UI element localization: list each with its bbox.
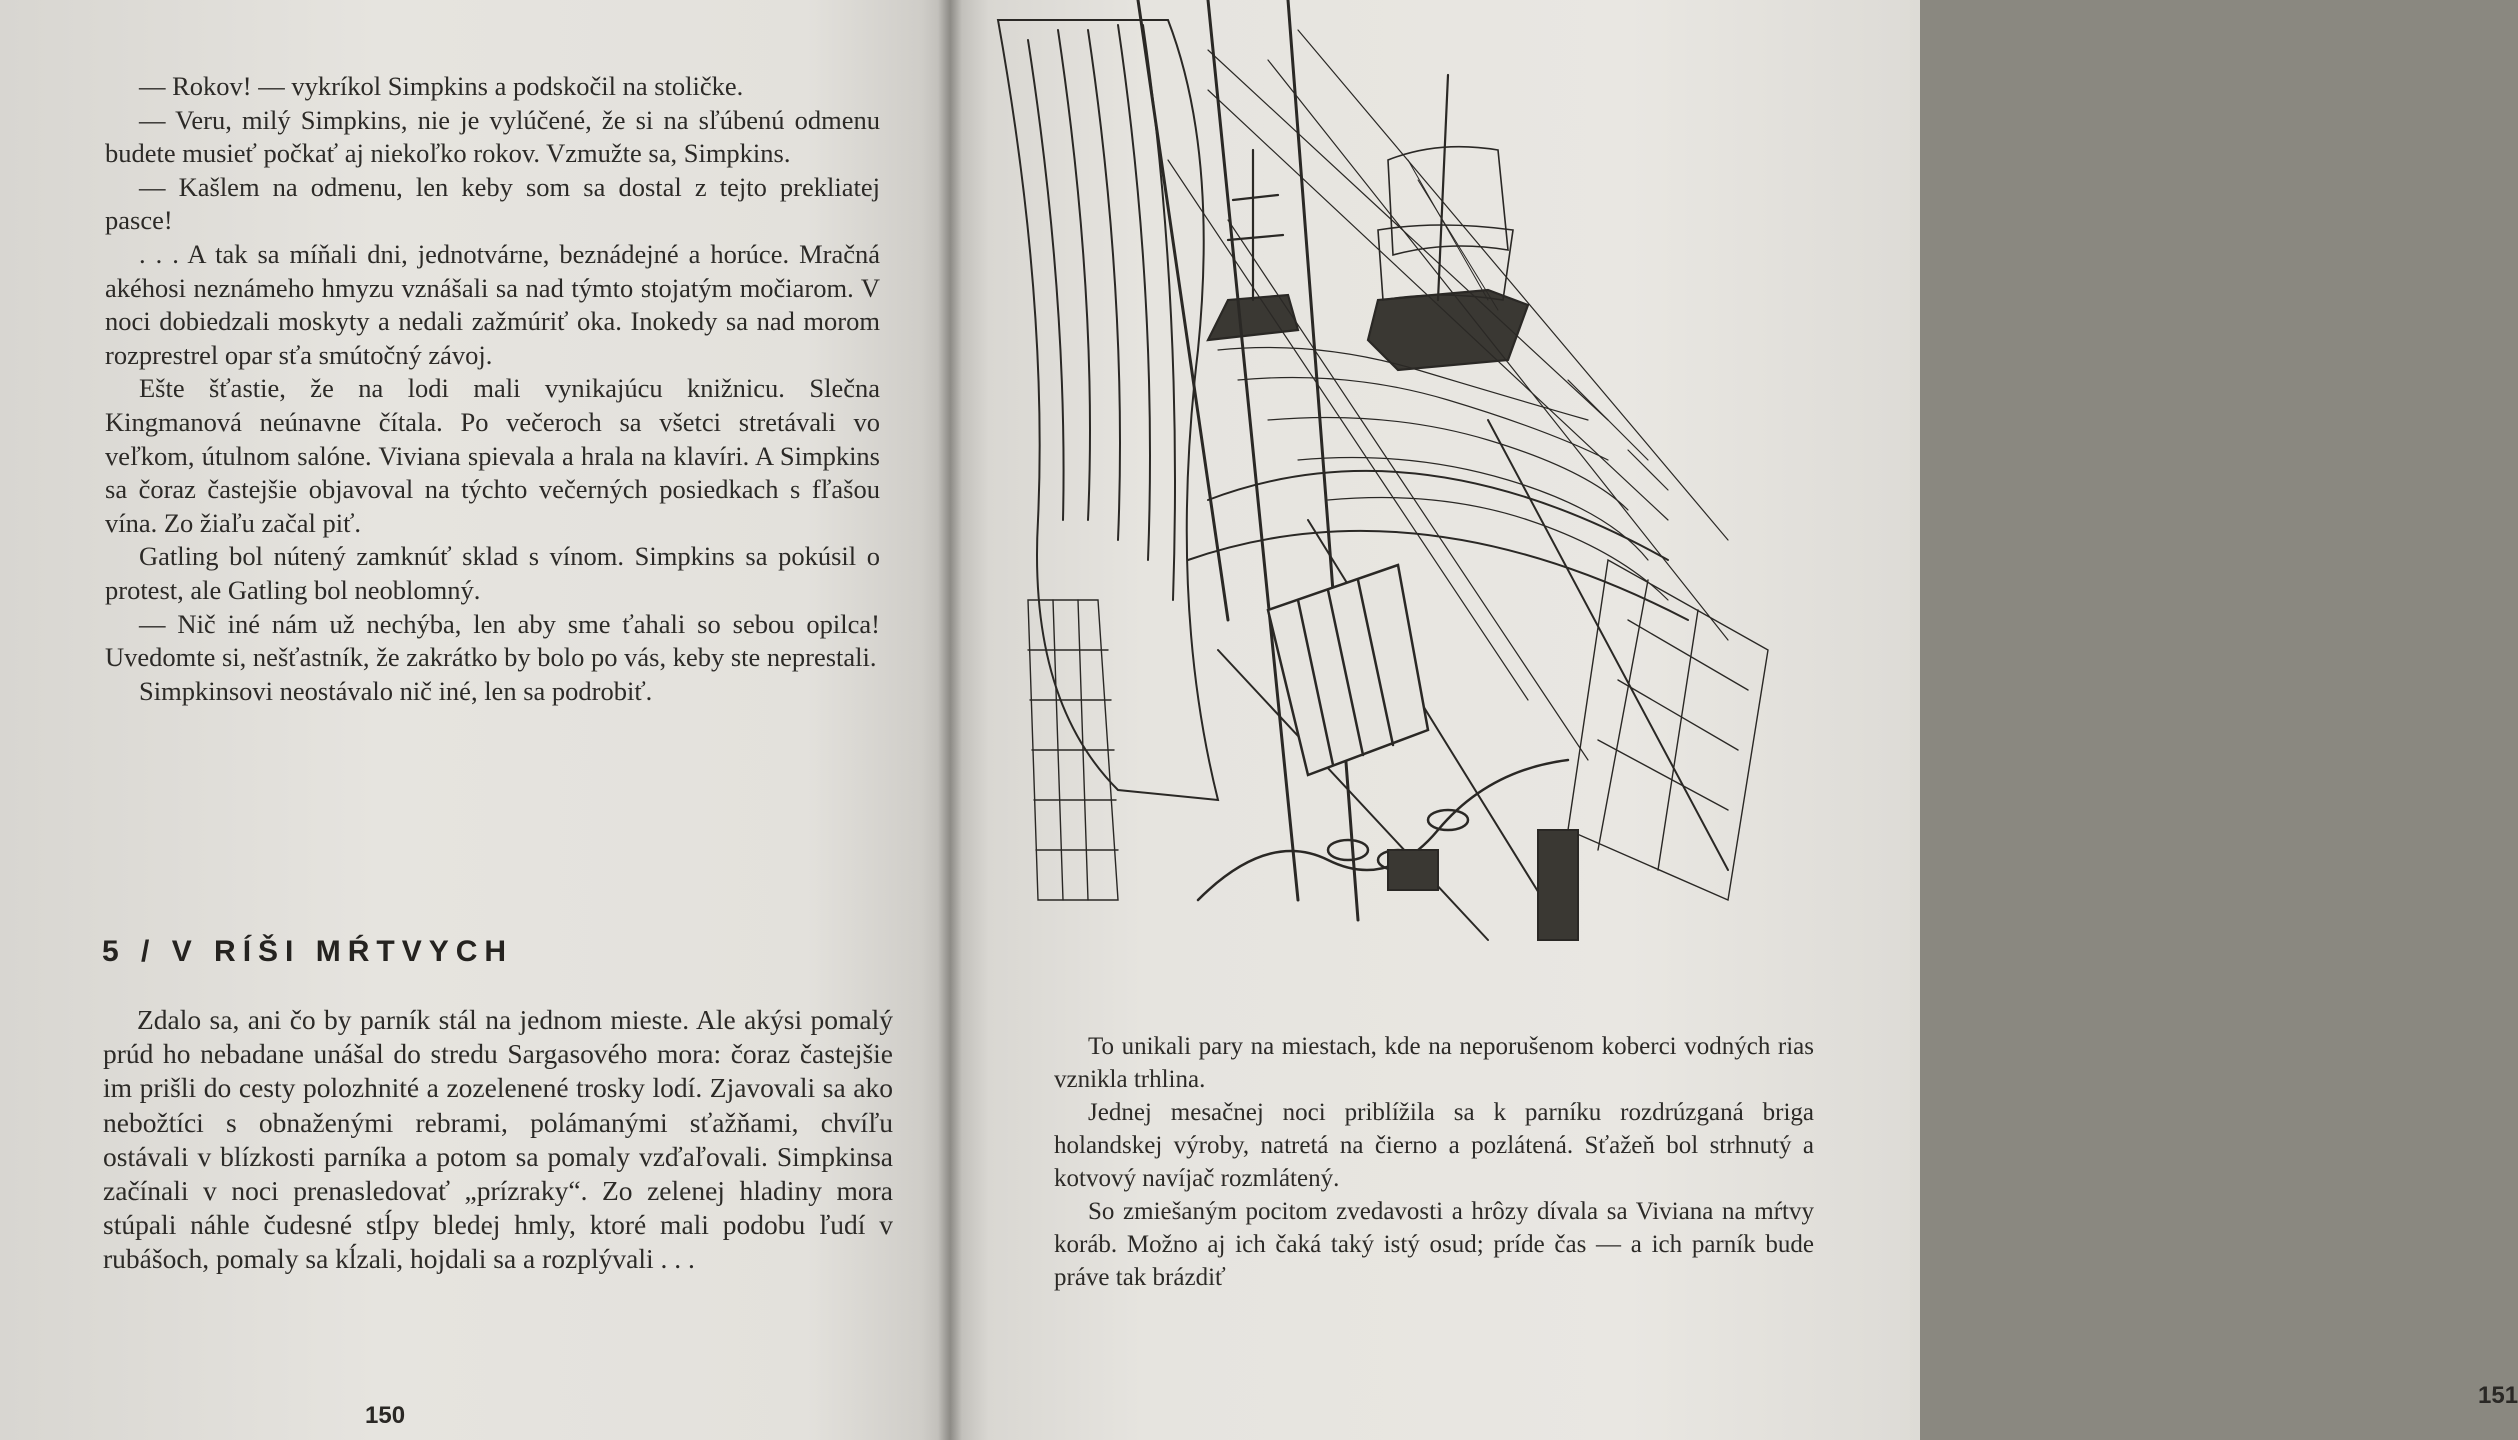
page-number-right: 151 [2478, 1382, 2518, 1409]
paragraph: Jednej mesačnej noci priblížila sa k parníku rozdrúzganá briga holandskej výroby, natretá na čierno a pozlátená. Sťažeň bol strhnutý a kotvový navíjač rozmlátený. [1054, 1099, 1814, 1192]
paragraph: Ešte šťastie, že na lodi mali vynikajúcu knižnicu. Slečna Kingmanová neúnavne čítala. Po večeroch sa všetci stretávali vo veľkom, útulnom salóne. Viviana spievala a hrala na klavíri. A Simpkins sa čoraz častejšie objavoval na týchto večerných posiedkach s fľašou vína. Zo žiaľu začal piť. [105, 373, 880, 538]
paragraph: . . . A tak sa míňali dni, jednotvárne, beznádejné a horúce. Mračná akéhosi neznámeho hmyzu vznášali sa nad týmto stojatým močiarom. V noci dobiedzali moskyty a nedali zažmúriť oka. Inokedy sa nad morom rozprestrel opar sťa smútočný závoj. [105, 238, 880, 370]
paragraph: Gatling bol nútený zamknúť sklad s vínom. Simpkins sa pokúsil o protest, ale Gatling bol neoblomný. [105, 541, 880, 605]
paragraph: So zmiešaným pocitom zvedavosti a hrôzy dívala sa Viviana na mŕtvy koráb. Možno aj ich čaká taký istý osud; príde čas — a ich parník bude práve tak brázdiť [1054, 1198, 1814, 1291]
paragraph: — Veru, milý Simpkins, nie je vylúčené, že si na sľúbenú odmenu budete musieť počkať aj niekoľko rokov. Vzmužte sa, Simpkins. [105, 104, 880, 169]
paragraph: Simpkinsovi neostávalo nič iné, len sa podrobiť. [139, 675, 653, 706]
chapter-text [103, 1003, 893, 1277]
sailing-ship-deck-illustration-icon [968, 0, 1908, 980]
right-page-text [1054, 1030, 1814, 1294]
paragraph: — Rokov! — vykríkol Simpkins a podskočil na stoličke. [139, 71, 744, 101]
paragraph: Zdalo sa, ani čo by parník stál na jednom mieste. Ale akýsi pomalý prúd ho nebadane unášal do stredu Sargasového mora: čoraz častejšie im prišli do cesty polozhnité a zozelenené trosky lodí. Zjavovali sa ako nebožtíci s obnaženými rebrami, polámanými sťažňami, chvíľu ostávali v blízkosti parníka a potom sa pomaly vzďaľovali. Simpkinsa začínali v noci prenasledovať „prízraky“. Zo zelenej hladiny mora stúpali náhle čudesné stĺpy bledej hmly, ktoré mali podobu ľudí v rubášoch, pomaly sa kĺzali, hojdali sa a rozplývali . . . [103, 1004, 893, 1275]
chapter-title: 5 / V RÍŠI MŔTVYCH [102, 935, 514, 968]
paragraph: To unikali pary na miestach, kde na neporušenom koberci vodných rias vznikla trhlina. [1054, 1033, 1814, 1093]
left-page [0, 0, 950, 1440]
paragraph: — Kašlem na odmenu, len keby som sa dostal z tejto prekliatej pasce! [105, 171, 880, 236]
paragraph: — Nič iné nám už nechýba, len aby sme ťahali so sebou opilca! Uvedomte si, nešťastník, že zakrátko by bolo po vás, keby ste neprestali. [105, 608, 880, 673]
page-number-left: 150 [365, 1402, 406, 1429]
book-gutter [938, 0, 962, 1440]
left-page-text [105, 70, 880, 708]
